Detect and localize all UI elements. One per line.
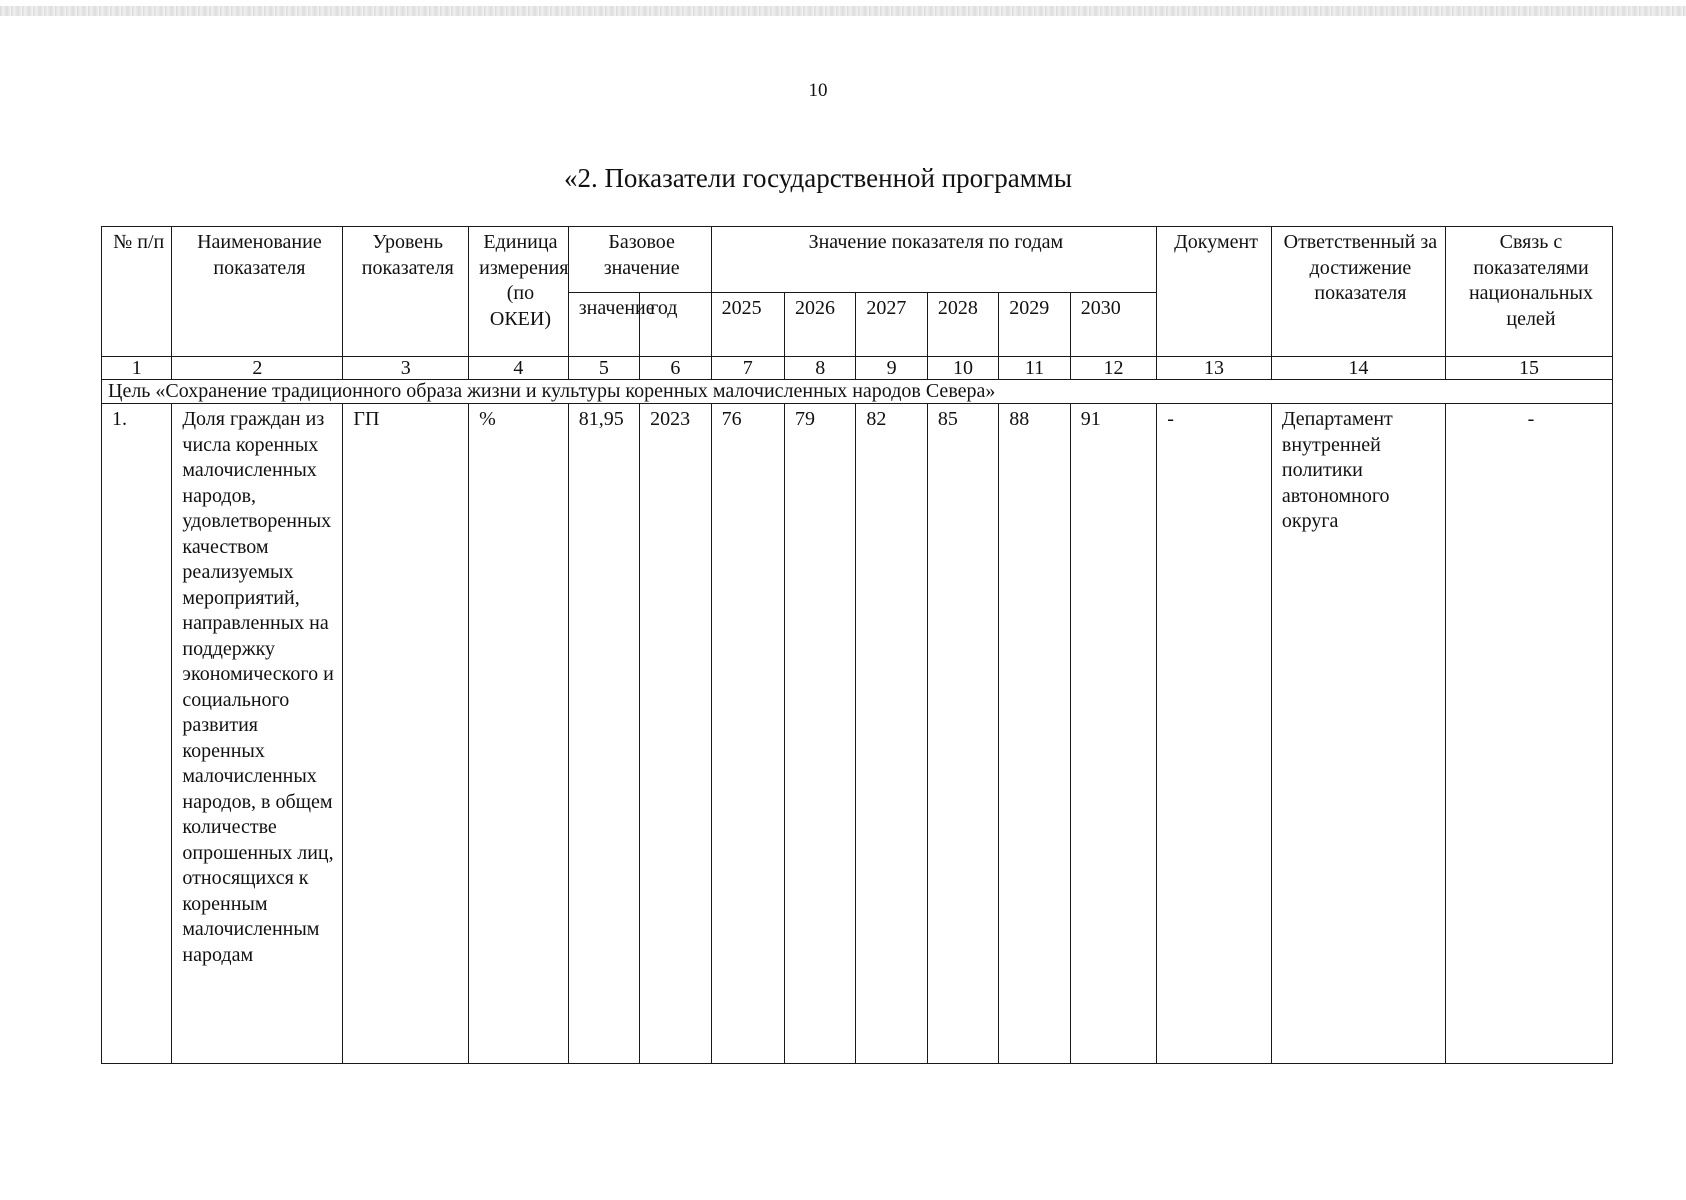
header-by-years: Значение показателя по годам <box>711 227 1157 293</box>
header-year-2029: 2029 <box>999 293 1070 357</box>
goal-text: Цель «Сохранение традиционного образа жизни и культуры коренных малочисленных народов Севера» <box>102 380 1613 404</box>
row-base-value: 81,95 <box>568 404 639 1064</box>
header-level: Уровень показателя <box>343 227 469 357</box>
header-base-year: год <box>640 293 711 357</box>
table-row <box>102 404 1613 1064</box>
row-base-year: 2023 <box>640 404 711 1064</box>
column-number: 14 <box>1271 357 1445 380</box>
header-year-2026: 2026 <box>785 293 856 357</box>
column-number: 9 <box>856 357 927 380</box>
header-document: Документ <box>1157 227 1272 357</box>
row-value-2027: 82 <box>856 404 927 1064</box>
goal-row <box>102 380 1613 404</box>
scan-edge <box>0 6 1686 16</box>
column-number: 8 <box>785 357 856 380</box>
column-number: 1 <box>102 357 172 380</box>
column-number: 15 <box>1445 357 1612 380</box>
column-number: 5 <box>568 357 639 380</box>
header-year-2030: 2030 <box>1070 293 1157 357</box>
header-row-1 <box>102 227 1613 293</box>
indicators-table-wrapper <box>101 226 1613 1064</box>
header-base: Базовое значение <box>568 227 711 293</box>
column-number: 13 <box>1157 357 1272 380</box>
row-value-2028: 85 <box>927 404 998 1064</box>
column-number: 3 <box>343 357 469 380</box>
document-title: «2. Показатели государственной программы <box>563 163 1073 193</box>
row-document: - <box>1157 404 1272 1064</box>
row-link: - <box>1445 404 1612 1064</box>
column-number: 11 <box>999 357 1070 380</box>
header-num: № п/п <box>102 227 172 357</box>
page-number: 10 <box>808 80 828 101</box>
header-year-2027: 2027 <box>856 293 927 357</box>
header-base-value: значение <box>568 293 639 357</box>
column-number: 12 <box>1070 357 1157 380</box>
row-responsible: Департамент внутренней политики автономного округа <box>1271 404 1445 1064</box>
header-responsible: Ответственный за достижение показателя <box>1271 227 1445 357</box>
row-num: 1. <box>102 404 172 1064</box>
header-year-2025: 2025 <box>711 293 784 357</box>
header-unit: Единица измерения (по ОКЕИ) <box>469 227 569 357</box>
row-level: ГП <box>343 404 469 1064</box>
column-number: 10 <box>927 357 998 380</box>
row-value-2025: 76 <box>711 404 784 1064</box>
header-year-2028: 2028 <box>927 293 998 357</box>
indicators-table <box>101 226 1613 1064</box>
row-value-2029: 88 <box>999 404 1070 1064</box>
column-number: 6 <box>640 357 711 380</box>
column-number: 7 <box>711 357 784 380</box>
column-number: 4 <box>469 357 569 380</box>
header-link: Связь с показателями национальных целей <box>1445 227 1612 357</box>
row-indicator-name: Доля граждан из числа коренных малочисленных народов, удовлетворенных качеством реализуемых мероприятий, направленных на поддержку экономического и социального развития коренных малочисленных народов, в общем количестве опрошенных лиц, относящихся к коренным малочисленным народам <box>172 404 343 1064</box>
column-number-row <box>102 357 1613 380</box>
row-unit: % <box>469 404 569 1064</box>
column-number: 2 <box>172 357 343 380</box>
row-value-2030: 91 <box>1070 404 1157 1064</box>
header-name: Наименование показателя <box>172 227 343 357</box>
row-value-2026: 79 <box>785 404 856 1064</box>
